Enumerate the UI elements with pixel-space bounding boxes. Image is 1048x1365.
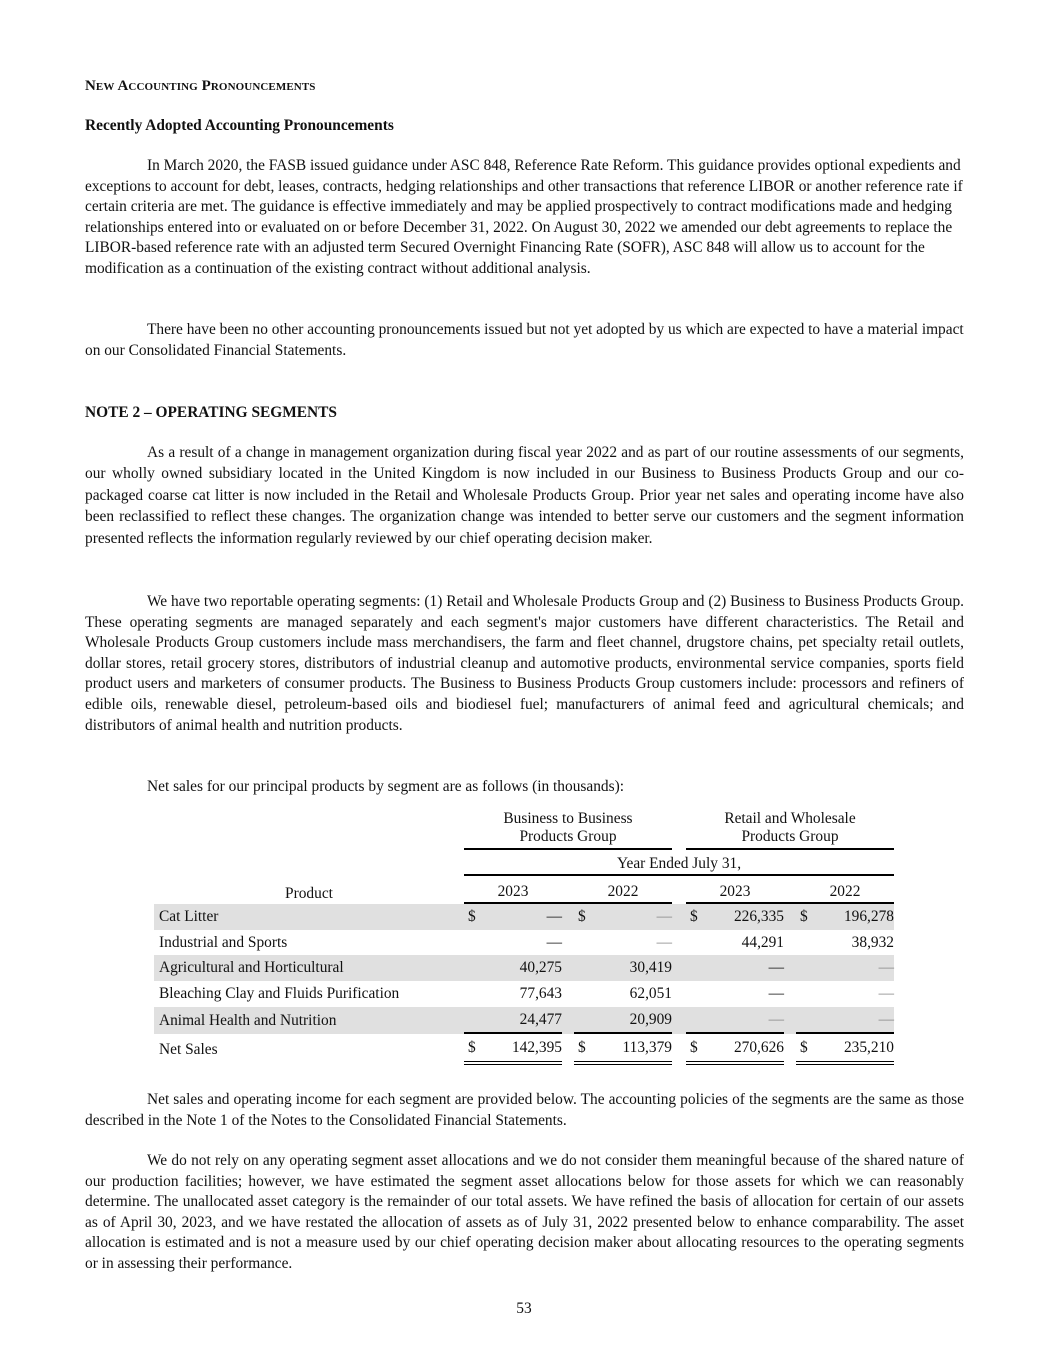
total-row [154, 1034, 894, 1065]
row-label: Agricultural and Horticultural [154, 955, 464, 981]
paragraph-reorg: As a result of a change in management organization during fiscal year 2022 and as part of our routine assessments of our segments, our wholly owned subsidiary located in the United Kingdom is now included in our Business to Business Products Group and our co-packaged coarse cat litter is now included in the Retail and Wholesale Products Group. Prior year net sales and operating income have also been reclassified to reflect these changes. The organization change was intended to better serve our customers and the segment information presented reflects the information regularly reviewed by our chief operating decision maker. [85, 444, 964, 547]
cell-value: 142,395 [484, 1034, 562, 1065]
cell-value: — [816, 1007, 894, 1035]
year-header: 2023 [686, 876, 784, 904]
table-row [154, 1007, 894, 1035]
year-header: 2023 [464, 876, 562, 904]
table-row [154, 930, 894, 956]
net-sales-by-segment-table [154, 810, 894, 1065]
cell-value: 20,909 [594, 1007, 672, 1035]
group-header-b2b: Business to Business Products Group [464, 810, 672, 850]
cell-value: — [546, 933, 562, 951]
year-header-row [154, 876, 894, 904]
row-label: Net Sales [159, 1040, 218, 1058]
currency-symbol: $ [686, 904, 706, 930]
currency-symbol: $ [796, 904, 816, 930]
cell-value: — [656, 933, 672, 951]
table-row [154, 904, 894, 930]
cell-value: 226,335 [706, 904, 784, 930]
table-row [154, 981, 894, 1007]
cell-value: 77,643 [519, 984, 562, 1002]
cell-value: 196,278 [816, 904, 894, 930]
year-header: 2022 [796, 876, 894, 904]
cell-value: — [706, 1007, 784, 1035]
currency-symbol: $ [796, 1034, 816, 1065]
paragraph-net-sales-op: Net sales and operating income for each segment are provided below. The accounting policies of the segments are the same as those described in the Note 1 of the Notes to the Consolidated Financial Statements. [85, 1091, 964, 1129]
row-label: Animal Health and Nutrition [154, 1007, 464, 1035]
row-label: Cat Litter [154, 904, 464, 930]
cell-value: — [768, 984, 784, 1002]
row-label: Industrial and Sports [159, 933, 288, 951]
currency-symbol: $ [686, 1034, 706, 1065]
paragraph-two-segments: We have two reportable operating segments: (1) Retail and Wholesale Products Group and (2) Business to Business Products Group. These operating segments are managed separately and each segment's major customers have different characteristics. The Retail and Wholesale Products Group customers include mass merchandisers, the farm and fleet channel, drugstore chains, pet specialty retail outlets, dollar stores, retail grocery stores, distributors of industrial cleanup and automotive products, environmental service companies, sports field product users and marketers of consumer products. The Business to Business Products Group customers include: processors and refiners of edible oils, renewable diesel, petroleum-based oils and biodiesel fuel; manufacturers of animal feed and agricultural chemicals; and distributors of animal health and nutrition products. [85, 593, 965, 734]
paragraph-table-intro: Net sales for our principal products by segment are as follows (in thousands): [147, 778, 624, 795]
subheading: Recently Adopted Accounting Pronouncements [85, 117, 394, 134]
note-heading: NOTE 2 – OPERATING SEGMENTS [85, 404, 337, 421]
cell-value: — [706, 955, 784, 981]
cell-value: 44,291 [741, 933, 784, 951]
currency-symbol: $ [574, 904, 594, 930]
cell-value: 235,210 [816, 1034, 894, 1065]
cell-value: — [484, 904, 562, 930]
year-header: 2022 [574, 876, 672, 904]
cell-value: 113,379 [594, 1034, 672, 1065]
cell-value: 38,932 [851, 933, 894, 951]
cell-value: 62,051 [629, 984, 672, 1002]
cell-value: 24,477 [484, 1007, 562, 1035]
product-column-header: Product [285, 885, 333, 902]
cell-value: 270,626 [706, 1034, 784, 1065]
cell-value: — [816, 955, 894, 981]
period-header-row [154, 850, 894, 876]
table-row [154, 955, 894, 981]
period-header: Year Ended July 31, [464, 850, 894, 876]
paragraph-asc848: In March 2020, the FASB issued guidance under ASC 848, Reference Rate Reform. This guidance provides optional expedients and exceptions to account for debt, leases, contracts, hedging relationships and other transactions that reference LIBOR or another reference rate if certain criteria are met. The guidance is effective immediately and may be applied prospectively to contract modifications made and hedging relationships entered into or evaluated on or before December 31, 2022. On August 30, 2022 we amended our debt agreements to replace the LIBOR-based reference rate with an adjusted term Secured Overnight Financing Rate (SOFR), ASC 848 will allow us to account for the modification as a continuation of the existing contract without additional analysis. [85, 157, 963, 277]
paragraph-asset-alloc: We do not rely on any operating segment asset allocations and we do not consider them meaningful because of the shared nature of our production facilities; however, we have estimated the segment asset allocations below for those assets for which we can reasonably determine. The unallocated asset category is the remainder of our total assets. We have refined the basis of allocation for certain of our assets as of April 30, 2023, and we have restated the allocation of assets as of July 31, 2022 presented below to enhance comparability. The asset allocation is estimated and is not a measure used by our chief operating decision maker about allocating resources to the operating segments or in assessing their performance. [85, 1152, 964, 1272]
currency-symbol: $ [464, 904, 484, 930]
section-heading: New Accounting Pronouncements [85, 78, 316, 94]
cell-value: 30,419 [594, 955, 672, 981]
currency-symbol: $ [574, 1034, 594, 1065]
currency-symbol: $ [464, 1034, 484, 1065]
page-number: 53 [516, 1300, 532, 1317]
group-header-row [154, 810, 894, 850]
cell-value: — [594, 904, 672, 930]
paragraph-no-other: There have been no other accounting pronouncements issued but not yet adopted by us which are expected to have a material impact on our Consolidated Financial Statements. [85, 321, 964, 359]
row-label: Bleaching Clay and Fluids Purification [159, 984, 400, 1002]
cell-value: 40,275 [484, 955, 562, 981]
cell-value: — [878, 984, 894, 1002]
group-header-retail-wholesale: Retail and Wholesale Products Group [686, 810, 894, 850]
